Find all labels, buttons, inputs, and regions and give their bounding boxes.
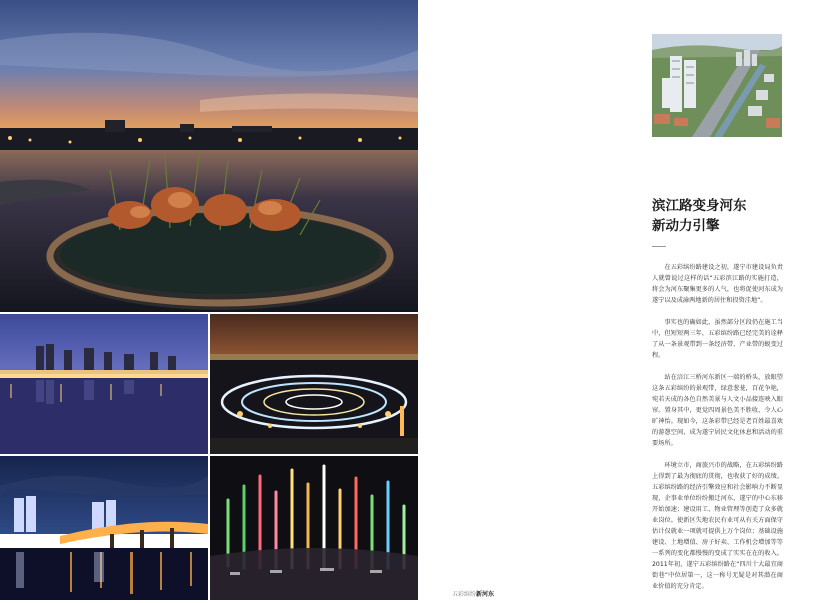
fountain-show-graphic <box>210 456 418 600</box>
night-skyline-photo <box>0 314 208 454</box>
sunset-river-graphic <box>0 0 418 312</box>
article-body <box>652 262 783 603</box>
folio-name: 新河东 <box>476 591 495 598</box>
title-line-1: 滨江路变身河东 <box>652 198 747 214</box>
night-skyline-graphic <box>0 314 208 454</box>
body-paragraph: 环境立市，商旅兴市的战略，在五彩缤纷路上得到了最为彻底的贯彻，也收获了好的成绩。五彩缤纷路的经济引擎效应和社会影响力不断显现，企事业单位纷纷搬迁河东，遂宁的中心东移开始加速；建设用工、物业管理等创造了众多就业岗位。使新区失地农民有业可从有关方面保守估计仅就业一项就可提供上万个岗位；基础设施建设、土地增值、房子好卖、工作机会增加等等一系列的变化都慢慢的变成了实实在在的收入。2011年初，遂宁五彩缤纷路在“四川十大最宜商街巷”中位居第一，这一称号无疑是对其潜在商业价值的充分肯定。 <box>652 462 783 590</box>
title-line-2: 新动力引擎 <box>652 218 720 234</box>
lit-plaza-photo <box>210 314 418 454</box>
sunset-river-photo <box>0 0 418 312</box>
title-divider <box>652 246 666 247</box>
article-title <box>652 196 812 236</box>
city-aerial-graphic <box>652 34 782 137</box>
body-paragraph: 在五彩缤纷路建设之初，遂宁市建设局负责人就曾说过这样的话“五彩滨江路的实施打造，将会为河东聚集更多的人气，也将促使河东成为遂宁以及成渝两地新的居住和投资洼地”。 <box>652 264 783 304</box>
page-folio <box>452 589 494 598</box>
body-paragraph: 事实也的确如此，虽然部分区段仍在施工当中，但短短两三年，五彩缤纷路已经完美的诠释了从一条景观带到一条经济带、产业带的蜕变过程。 <box>652 319 783 359</box>
night-bridge-graphic <box>0 456 208 600</box>
folio-prefix: 五彩缤纷 <box>452 591 477 598</box>
city-aerial-photo <box>652 34 782 137</box>
fountain-show-photo <box>210 456 418 600</box>
lit-plaza-graphic <box>210 314 418 454</box>
night-bridge-photo <box>0 456 208 600</box>
body-paragraph: 站在涪江三桥河东新区一端的桥头，放眼望这条五彩缤纷的景观带，绿意葱茏，百花争艳，宛若天成的各色自然美景与人文小品接连映入眼帘。置身其中，更觉四周景色美不胜收，令人心旷神怡。现如今，这条彩带已经是老百姓最喜欢的游憩空间，成为遂宁居民文化休息和活动的重要场所。 <box>652 374 783 447</box>
